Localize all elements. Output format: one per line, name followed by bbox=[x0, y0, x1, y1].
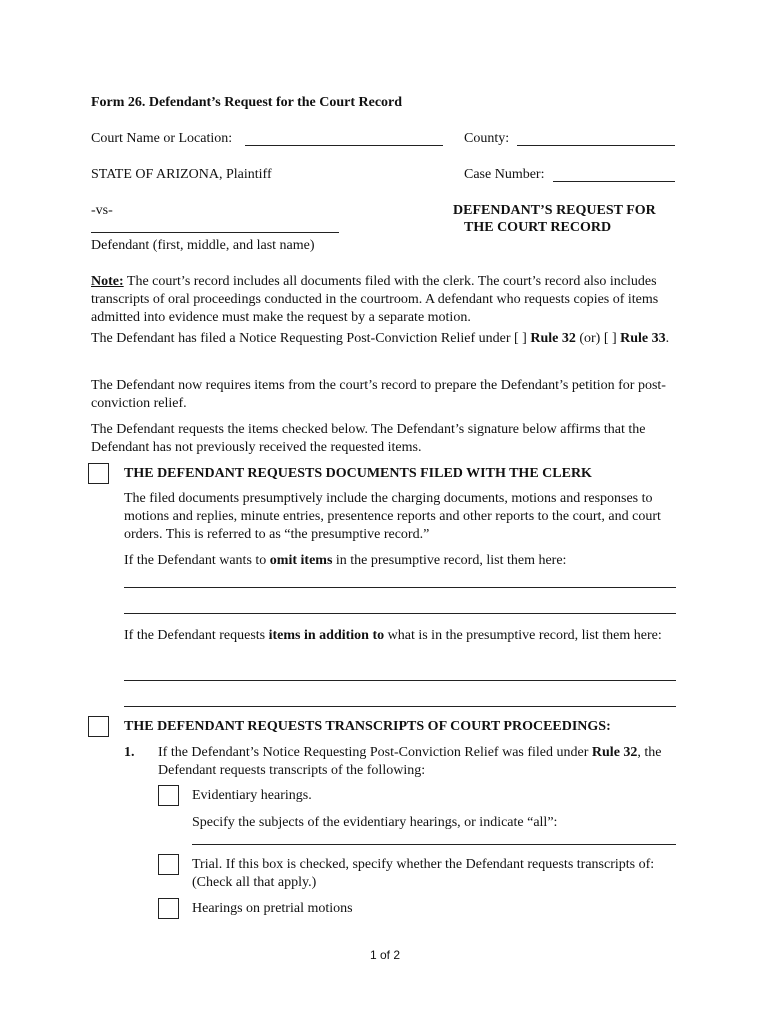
defendant-label: Defendant (first, middle, and last name) bbox=[91, 238, 315, 253]
defendant-name-field[interactable] bbox=[91, 232, 339, 233]
form-title: Form 26. Defendant’s Request for the Court Record bbox=[91, 95, 403, 110]
evidentiary-checkbox[interactable] bbox=[158, 785, 179, 806]
note-text: The court’s record includes all documents filed with the clerk. The court’s record also includes transcripts of oral proceedings conducted in the courtroom. A defendant who requests copies of items admitted into evidence must make the request by a separate motion. bbox=[91, 274, 659, 325]
notice-paragraph bbox=[91, 330, 681, 348]
omit-text-post: in the presumptive record, list them here: bbox=[332, 553, 567, 568]
note-paragraph bbox=[91, 273, 681, 327]
omit-line-1[interactable] bbox=[124, 587, 676, 588]
add-instruction bbox=[124, 627, 680, 645]
omit-line-2[interactable] bbox=[124, 613, 676, 614]
notice-text: The Defendant has filed a Notice Requesting Post-Conviction Relief under [ ] bbox=[91, 331, 531, 346]
rule32-label: Rule 32 bbox=[530, 331, 576, 346]
add-text-bold: items in addition to bbox=[268, 628, 385, 643]
trial-label: Trial. If this box is checked, specify whether the Defendant requests transcripts of: (Check all that apply.) bbox=[192, 857, 655, 890]
item-number: 1. bbox=[124, 745, 135, 760]
omit-text-pre: If the Defendant wants to bbox=[124, 553, 270, 568]
omit-text-bold: omit items bbox=[269, 553, 333, 568]
transcripts-checkbox[interactable] bbox=[88, 716, 109, 737]
requires-paragraph: The Defendant now requires items from the court’s record to prepare the Defendant’s petition for post-conviction relief. bbox=[91, 378, 666, 411]
court-name-label: Court Name or Location: bbox=[91, 131, 233, 146]
documents-checkbox[interactable] bbox=[88, 463, 109, 484]
section2-heading: THE DEFENDANT REQUESTS TRANSCRIPTS OF COURT PROCEEDINGS: bbox=[124, 719, 611, 734]
requests-paragraph: The Defendant requests the items checked below. The Defendant’s signature below affirms that the Defendant has not previously received the requested items. bbox=[91, 422, 646, 455]
section1-body: The filed documents presumptively include the charging documents, motions and responses to motions and replies, minute entries, presentence reports and other reports to the court, and court orders. This is referred to as “the presumptive record.” bbox=[124, 491, 661, 542]
court-name-field[interactable] bbox=[245, 145, 443, 146]
notice-text-2: (or) [ ] bbox=[575, 331, 617, 346]
pretrial-checkbox[interactable] bbox=[158, 898, 179, 919]
case-number-field[interactable] bbox=[553, 181, 675, 182]
evidentiary-specify: Specify the subjects of the evidentiary hearings, or indicate “all”: bbox=[192, 815, 558, 830]
item1-rule: Rule 32 bbox=[591, 745, 638, 760]
add-text-post: what is in the presumptive record, list them here: bbox=[384, 628, 662, 643]
plaintiff-label: STATE OF ARIZONA, Plaintiff bbox=[91, 167, 272, 182]
item1-text-post: , the Defendant requests transcripts of the following: bbox=[158, 745, 662, 778]
add-line-1[interactable] bbox=[124, 680, 676, 681]
doc-title-line1: DEFENDANT’S REQUEST FOR bbox=[453, 203, 656, 218]
item1-text bbox=[158, 744, 680, 780]
vs-label: -vs- bbox=[91, 203, 113, 218]
rule33-label: Rule 33 bbox=[620, 331, 666, 346]
notice-text-3: . bbox=[665, 331, 670, 346]
case-number-label: Case Number: bbox=[464, 167, 545, 182]
add-text-pre: If the Defendant requests bbox=[124, 628, 269, 643]
county-field[interactable] bbox=[517, 145, 675, 146]
section1-heading: THE DEFENDANT REQUESTS DOCUMENTS FILED WITH THE CLERK bbox=[124, 466, 592, 481]
add-line-2[interactable] bbox=[124, 706, 676, 707]
county-label: County: bbox=[464, 131, 510, 146]
page-number: 1 of 2 bbox=[369, 948, 401, 962]
item1-text-pre: If the Defendant’s Notice Requesting Post-Conviction Relief was filed under bbox=[158, 745, 592, 760]
evidentiary-line[interactable] bbox=[192, 844, 676, 845]
doc-title-line2: THE COURT RECORD bbox=[464, 220, 612, 235]
evidentiary-label: Evidentiary hearings. bbox=[192, 788, 312, 803]
note-label: Note: bbox=[91, 274, 124, 289]
trial-checkbox[interactable] bbox=[158, 854, 179, 875]
omit-instruction bbox=[124, 552, 680, 570]
pretrial-label: Hearings on pretrial motions bbox=[192, 901, 353, 916]
